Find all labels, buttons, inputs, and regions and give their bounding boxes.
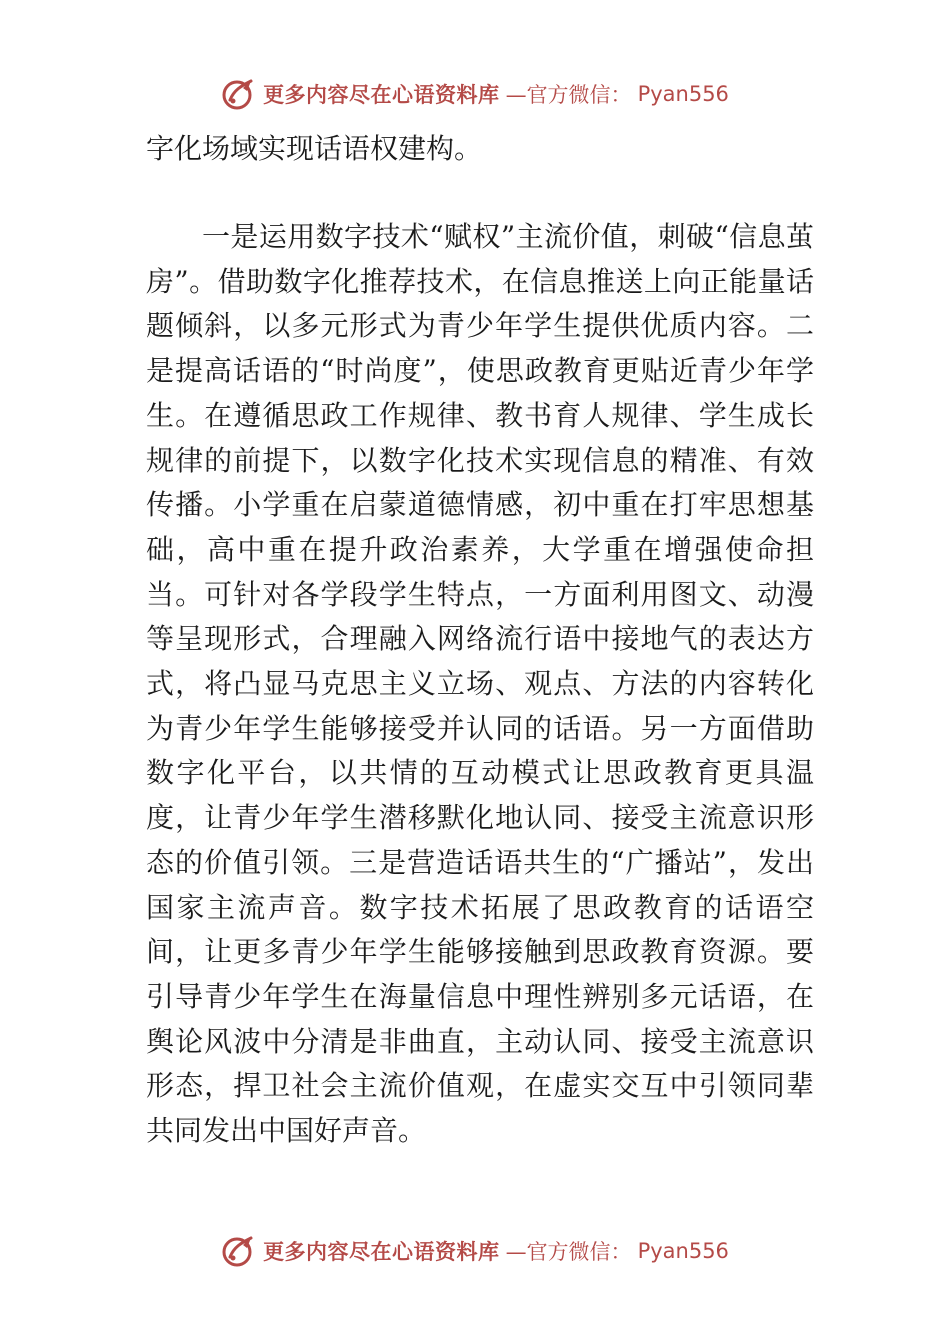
brand-logo-icon: [221, 1233, 257, 1269]
footer-banner-text: 更多内容尽在心语资料库: [263, 1239, 500, 1264]
brand-logo-icon: [221, 76, 257, 112]
footer-banner-separator: —官方微信：: [505, 1240, 632, 1264]
footer-watermark-banner: [0, 1228, 950, 1274]
header-banner-separator: —官方微信：: [505, 83, 632, 107]
main-paragraph: 一是运用数字技术“赋权”主流价值，刺破“信息茧房”。借助数字化推荐技术，在信息推送上向正能量话题倾斜，以多元形式为青少年学生提供优质内容。二是提高话语的“时尚度”，使思政教育更贴近青少年学生。在遵循思政工作规律、教书育人规律、学生成长规律的前提下，以数字化技术实现信息的精准、有效传播。小学重在启蒙道德情感，初中重在打牢思想基础，高中重在提升政治素养，大学重在增强使命担当。可针对各学段学生特点，一方面利用图文、动漫等呈现形式，合理融入网络流行语中接地气的表达方式，将凸显马克思主义立场、观点、方法的内容转化为青少年学生能够接受并认同的话语。另一方面借助数字化平台，以共情的互动模式让思政教育更具温度，让青少年学生潜移默化地认同、接受主流意识形态的价值引领。三是营造话语共生的“广播站”，发出国家主流声音。数字技术拓展了思政教育的话语空间，让更多青少年学生能够接触到思政教育资源。要引导青少年学生在海量信息中理性辨别多元话语，在舆论风波中分清是非曲直，主动认同、接受主流意识形态，捍卫社会主流价值观，在虚实交互中引领同辈共同发出中国好声音。: [146, 220, 814, 1148]
continued-paragraph: 字化场域实现话语权建构。: [146, 132, 483, 165]
header-watermark-banner: [0, 71, 950, 117]
footer-banner-handle: Pyan556: [637, 1239, 729, 1263]
header-banner-handle: Pyan556: [637, 82, 729, 106]
header-banner-text: 更多内容尽在心语资料库: [263, 82, 500, 107]
